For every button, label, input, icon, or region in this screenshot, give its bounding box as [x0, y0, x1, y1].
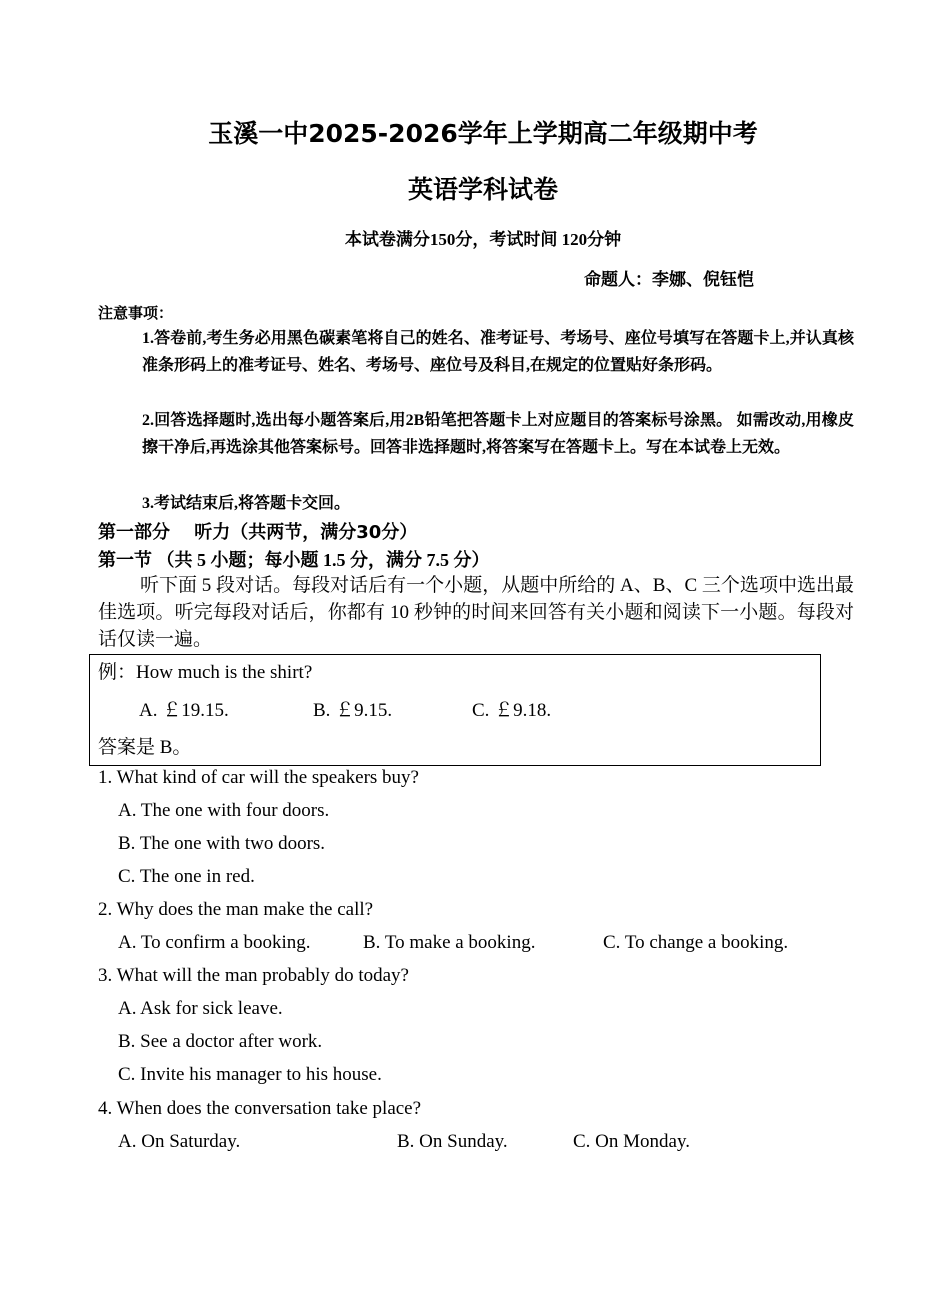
exam-title: 玉溪一中2025-2026学年上学期高二年级期中考: [208, 119, 758, 148]
question-2-option-b: B. To make a booking.: [363, 932, 536, 953]
listening-instructions: 听下面 5 段对话。每段对话后有一个小题，从题中所给的 A、B、C 三个选项中选出最佳选项。听完每段对话后，你都有 10 秒钟的时间来回答有关小题和阅读下一小题。每段对话仅读一遍。: [98, 575, 854, 650]
question-1-option-b: B. The one with two doors.: [118, 833, 326, 854]
notice-item-3: 3.考试结束后,将答题卡交回。: [142, 495, 351, 512]
question-1-option-c: C. The one in red.: [118, 866, 255, 887]
question-2-option-a: A. To confirm a booking.: [118, 932, 311, 953]
question-4-option-c: C. On Monday.: [573, 1131, 690, 1152]
question-4-option-b: B. On Sunday.: [397, 1131, 508, 1152]
example-option-c: C. ￡9.18.: [472, 700, 552, 721]
example-option-b: B. ￡9.15.: [313, 700, 393, 721]
example-option-a: A. ￡19.15.: [139, 700, 229, 721]
example-question: 例：How much is the shirt?: [98, 662, 313, 683]
exam-score-time: 本试卷满分150分，考试时间 120分钟: [344, 230, 622, 249]
question-3-option-b: B. See a doctor after work.: [118, 1031, 323, 1052]
question-2-option-c: C. To change a booking.: [603, 932, 789, 953]
notice-heading: 注意事项：: [98, 306, 174, 322]
section1-heading: 第一节 （共 5 小题；每小题 1.5 分，满分 7.5 分）: [98, 550, 490, 570]
question-3-option-a: A. Ask for sick leave.: [118, 998, 283, 1019]
notice-item-2: 2.回答选择题时,选出每小题答案后,用2B铅笔把答题卡上对应题目的答案标号涂黑。 如需改动,用橡皮擦干净后,再选涂其他答案标号。回答非选择题时,将答案写在答题卡上。写在本试卷上无效。: [142, 412, 854, 456]
notice-item-1: 1.答卷前,考生务必用黑色碳素笔将自己的姓名、准考证号、考场号、座位号填写在答题卡上,并认真核准条形码上的准考证号、姓名、考场号、座位号及科目,在规定的位置贴好条形码。: [142, 330, 854, 374]
question-4-stem: 4. When does the conversation take place?: [98, 1098, 422, 1119]
question-3-option-c: C. Invite his manager to his house.: [118, 1064, 382, 1085]
exam-subject-title: 英语学科试卷: [407, 175, 558, 204]
question-1-option-a: A. The one with four doors.: [118, 800, 330, 821]
example-answer: 答案是 B。: [98, 737, 192, 758]
question-1-stem: 1. What kind of car will the speakers buy?: [98, 767, 419, 788]
part1-heading: 第一部分 听力（共两节，满分30分）: [98, 522, 418, 543]
question-2-stem: 2. Why does the man make the call?: [98, 899, 374, 920]
question-3-stem: 3. What will the man probably do today?: [98, 965, 409, 986]
question-4-option-a: A. On Saturday.: [118, 1131, 241, 1152]
exam-authors: 命题人：李娜、倪钰恺: [584, 270, 754, 289]
